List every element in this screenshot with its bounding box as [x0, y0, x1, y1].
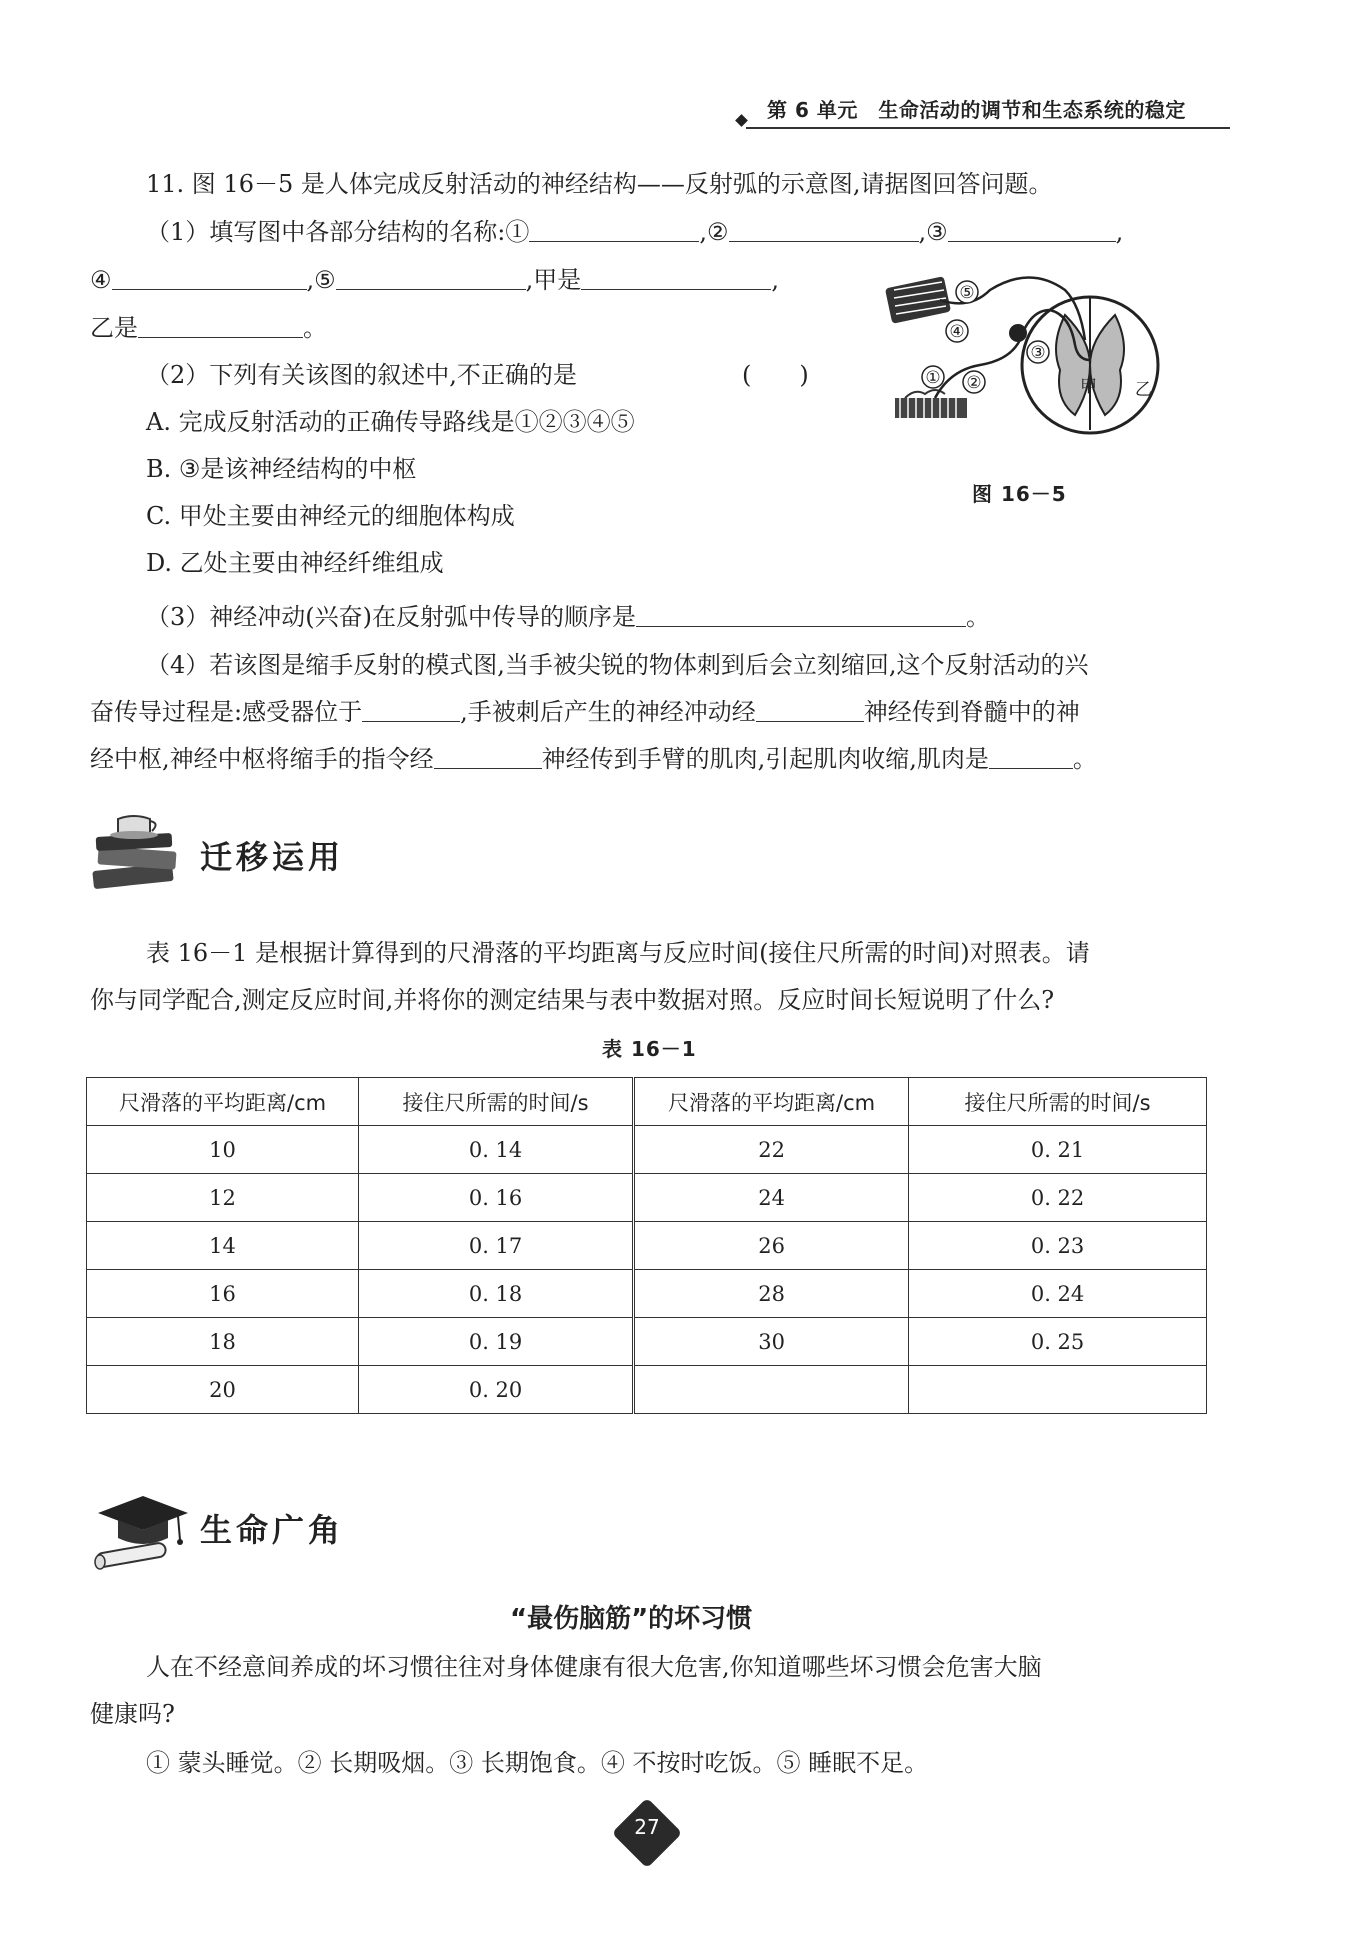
q11-part1-line1	[146, 215, 1123, 249]
skin-receptor-icon	[895, 390, 967, 418]
blank-sequence[interactable]	[636, 604, 966, 627]
running-header	[735, 94, 1230, 128]
table-caption: 表 16－1	[602, 1037, 697, 1061]
label-yi: 乙	[1135, 380, 1152, 400]
table-row	[87, 1126, 1207, 1174]
label-3-text: ,③	[918, 218, 948, 246]
blank-efferent[interactable]	[434, 746, 542, 769]
blank-5[interactable]	[336, 267, 526, 290]
q11-part3-text: （3）神经冲动(兴奋)在反射弧中传导的顺序是	[146, 603, 636, 631]
blank-jia[interactable]	[581, 267, 771, 290]
q11-part3	[146, 600, 990, 634]
q11-p4-text-b: ,手被刺后产生的神经冲动经	[460, 698, 756, 726]
jia-text: ,甲是	[525, 266, 582, 294]
header-text: 第 6 单元 生命活动的调节和生态系统的稳定	[767, 98, 1186, 122]
section1-paragraph-line2: 你与同学配合,测定反应时间,并将你的测定结果与表中数据对照。反应时间长短说明了什么?	[90, 986, 1055, 1014]
section-title-transfer: 迁移运用	[200, 838, 345, 876]
article-paragraph-line1: 人在不经意间养成的坏习惯往往对身体健康有很大危害,你知道哪些坏习惯会危害大脑	[146, 1653, 1042, 1681]
q11-part4-line2	[90, 695, 1080, 729]
section1-paragraph-line1: 表 16－1 是根据计算得到的尺滑落的平均距离与反应时间(接住尺所需的时间)对照表。请	[146, 939, 1090, 967]
label-3: ③	[1030, 343, 1046, 363]
q11-p4-text-c: 神经传到脊髓中的神	[863, 698, 1080, 726]
table-cell: 0. 19	[359, 1318, 634, 1366]
table-cell: 0. 17	[359, 1222, 634, 1270]
table-cell: 20	[87, 1366, 359, 1414]
q11-part1-prefix: （1）填写图中各部分结构的名称:①	[146, 218, 530, 246]
table-cell: 0. 14	[359, 1126, 634, 1174]
header-rule	[746, 127, 1230, 129]
option-d: D. 乙处主要由神经纤维组成	[146, 549, 444, 577]
figure-caption: 图 16－5	[972, 482, 1067, 506]
blank-3[interactable]	[948, 219, 1116, 242]
col-header-time-1: 接住尺所需的时间/s	[359, 1078, 634, 1126]
period: 。	[303, 314, 327, 342]
bad-habits-list: ① 蒙头睡觉。② 长期吸烟。③ 长期饱食。④ 不按时吃饭。⑤ 睡眠不足。	[146, 1749, 929, 1777]
table-cell: 18	[87, 1318, 359, 1366]
q11-part1-line3	[90, 311, 327, 345]
blank-yi[interactable]	[138, 315, 303, 338]
option-c: C. 甲处主要由神经元的细胞体构成	[146, 502, 515, 530]
table-cell: 0. 16	[359, 1174, 634, 1222]
table-cell: 22	[634, 1126, 909, 1174]
spinal-cord-icon	[1022, 297, 1158, 433]
option-b: B. ③是该神经结构的中枢	[146, 455, 417, 483]
yi-text: 乙是	[90, 314, 138, 342]
table-header-row	[87, 1078, 1207, 1126]
blank-effector[interactable]	[989, 746, 1073, 769]
period: 。	[966, 603, 990, 631]
comma: ,	[771, 266, 779, 294]
q11-part2: （2）下列有关该图的叙述中,不正确的是	[146, 361, 577, 389]
reaction-time-table	[86, 1077, 1207, 1414]
table-cell: 0. 22	[909, 1174, 1207, 1222]
label-jia: 甲	[1080, 377, 1097, 397]
option-a: A. 完成反射活动的正确传导路线是①②③④⑤	[146, 408, 635, 436]
table-cell: 30	[634, 1318, 909, 1366]
col-header-distance-1: 尺滑落的平均距离/cm	[87, 1078, 359, 1126]
table-row	[87, 1174, 1207, 1222]
table-cell	[634, 1366, 909, 1414]
diamond-bullet-icon	[735, 114, 748, 127]
graduation-cap-icon	[88, 1478, 193, 1573]
table-cell: 10	[87, 1126, 359, 1174]
answer-parentheses[interactable]: ( )	[742, 361, 809, 389]
table-cell: 28	[634, 1270, 909, 1318]
table-cell: 24	[634, 1174, 909, 1222]
section-title-life: 生命广角	[200, 1511, 345, 1549]
table-cell: 14	[87, 1222, 359, 1270]
label-5-text: ,⑤	[306, 266, 336, 294]
q11-part4-line1: （4）若该图是缩手反射的模式图,当手被尖锐的物体刺到后会立刻缩回,这个反射活动的兴	[146, 651, 1089, 679]
label-2-text: ,②	[699, 218, 729, 246]
comma: ,	[1115, 218, 1124, 246]
table-row	[87, 1318, 1207, 1366]
article-paragraph-line2: 健康吗?	[90, 1700, 175, 1728]
q11-part4-line3	[90, 742, 1097, 776]
blank-4[interactable]	[112, 267, 307, 290]
col-header-distance-2: 尺滑落的平均距离/cm	[634, 1078, 909, 1126]
reflex-arc-diagram	[880, 270, 1180, 445]
label-2: ②	[966, 373, 982, 393]
table-cell: 26	[634, 1222, 909, 1270]
label-5: ⑤	[959, 283, 975, 303]
label-1: ①	[925, 368, 941, 388]
period: 。	[1072, 745, 1097, 773]
article-title: “最伤脑筋”的坏习惯	[510, 1604, 753, 1634]
table-cell: 0. 18	[359, 1270, 634, 1318]
books-coffee-icon	[88, 805, 193, 900]
col-header-time-2: 接住尺所需的时间/s	[909, 1078, 1207, 1126]
q11-part1-line2	[90, 263, 779, 297]
q11-p4-text-a: 奋传导过程是:感受器位于	[90, 698, 363, 726]
q11-p4-text-e: 神经传到手臂的肌肉,引起肌肉收缩,肌肉是	[541, 745, 989, 773]
blank-afferent[interactable]	[756, 699, 864, 722]
q11-p4-text-d: 经中枢,神经中枢将缩手的指令经	[90, 745, 434, 773]
blank-receptor[interactable]	[362, 699, 460, 722]
table-row	[87, 1366, 1207, 1414]
table-cell	[909, 1366, 1207, 1414]
table-cell: 0. 20	[359, 1366, 634, 1414]
table-row	[87, 1270, 1207, 1318]
blank-1[interactable]	[529, 219, 699, 242]
label-4: ④	[949, 322, 965, 342]
table-cell: 0. 21	[909, 1126, 1207, 1174]
table-cell: 0. 25	[909, 1318, 1207, 1366]
table-cell: 0. 24	[909, 1270, 1207, 1318]
table-cell: 0. 23	[909, 1222, 1207, 1270]
table-cell: 12	[87, 1174, 359, 1222]
table-row	[87, 1222, 1207, 1270]
label-4-text: ④	[90, 266, 112, 294]
blank-2[interactable]	[729, 219, 919, 242]
page-number: 27	[634, 1815, 660, 1839]
table-cell: 16	[87, 1270, 359, 1318]
question-11-intro: 11. 图 16－5 是人体完成反射活动的神经结构——反射弧的示意图,请据图回答问题。	[146, 170, 1053, 198]
